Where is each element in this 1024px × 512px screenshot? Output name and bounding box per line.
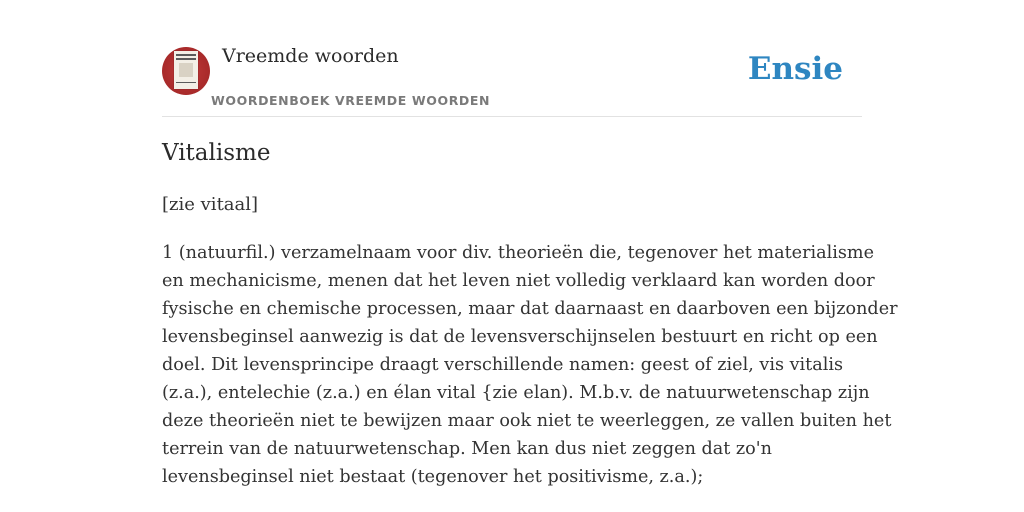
cover-title-bar — [176, 54, 196, 56]
cover-title-bar — [176, 58, 196, 60]
cover-illustration — [179, 63, 193, 77]
source-title[interactable]: Vreemde woorden — [222, 45, 399, 67]
entry-header — [162, 44, 862, 117]
entry-etymology: [zie vitaal] — [162, 194, 259, 215]
entry-definition — [162, 239, 898, 491]
definition-line: en mechanicisme, menen dat het leven niet volledig verklaard kan worden door — [162, 271, 875, 291]
source-subtitle: WOORDENBOEK VREEMDE WOORDEN — [211, 93, 491, 108]
brand-logo[interactable]: Ensie — [747, 51, 843, 87]
definition-line: levensbeginsel niet bestaat (tegenover het positivisme, z.a.); — [162, 467, 704, 487]
definition-line: deze theorieën niet te bewijzen maar ook niet te weerleggen, ze vallen buiten het — [162, 411, 892, 431]
book-cover — [174, 51, 198, 89]
entry-term: Vitalisme — [162, 140, 271, 166]
cover-footer-bar — [176, 82, 196, 83]
definition-line: levensbeginsel aanwezig is dat de levensverschijnselen bestuurt en richt op een — [162, 327, 878, 347]
definition-line: (z.a.), entelechie (z.a.) en élan vital {zie elan). M.b.v. de natuurwetenschap zijn — [162, 383, 870, 403]
definition-line: doel. Dit levensprincipe draagt verschillende namen: geest of ziel, vis vitalis — [162, 355, 844, 375]
definition-line: fysische en chemische processen, maar dat daarnaast en daarboven een bijzonder — [162, 299, 898, 319]
definition-line: terrein van de natuurwetenschap. Men kan dus niet zeggen dat zo'n — [162, 439, 772, 459]
book-cover-icon[interactable] — [162, 47, 210, 95]
definition-line: 1 (natuurfil.) verzamelnaam voor div. theorieën die, tegenover het materialisme — [162, 243, 874, 263]
